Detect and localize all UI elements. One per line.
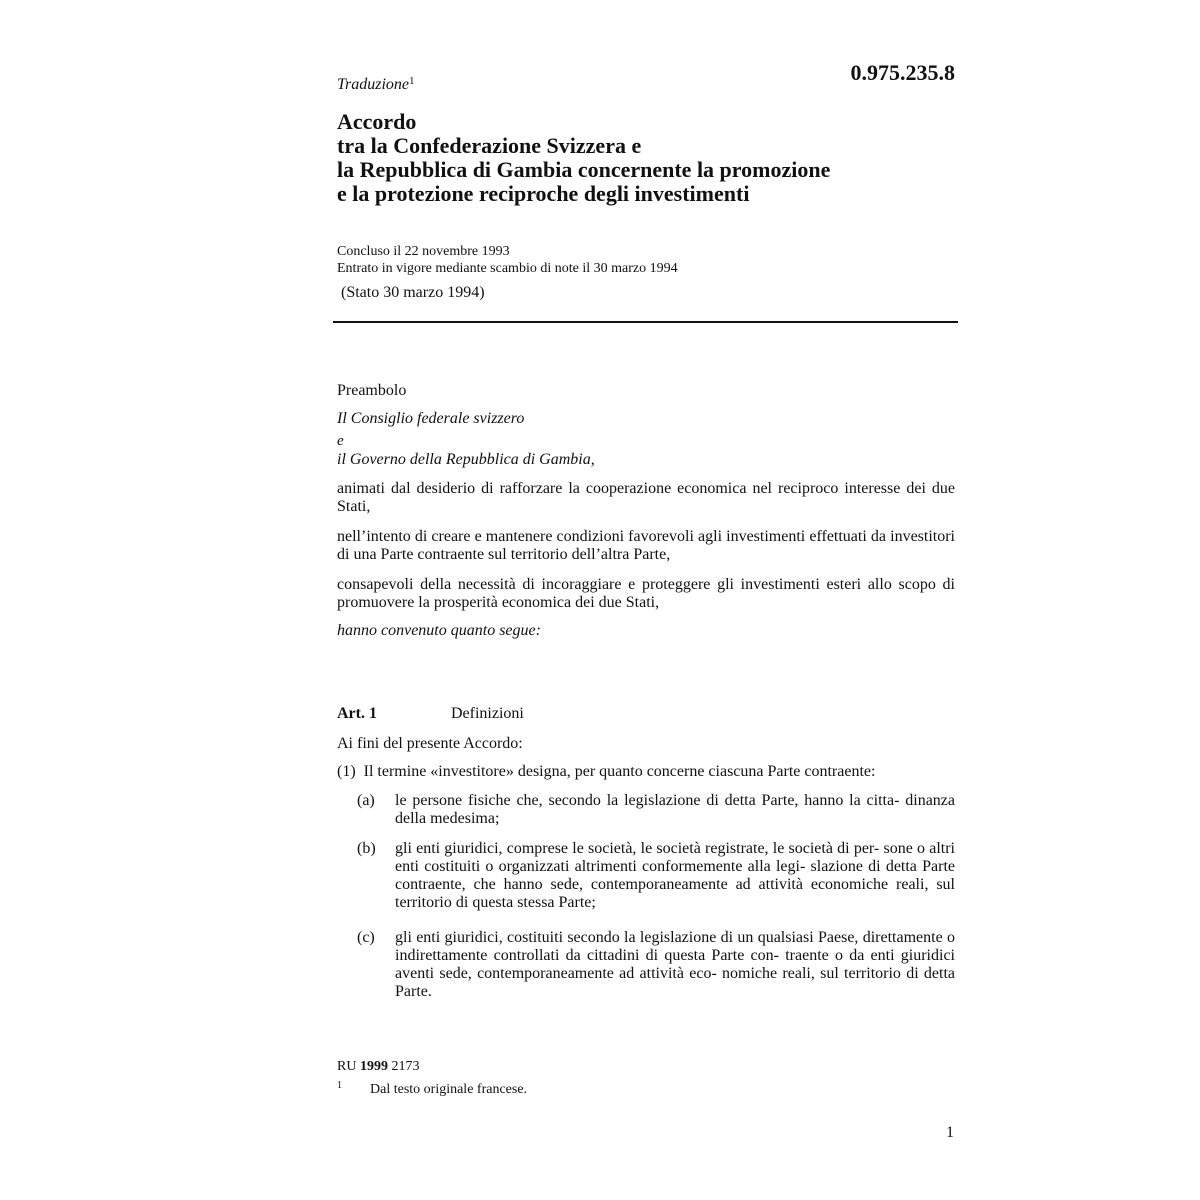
item-label: (c): [357, 929, 375, 946]
recital-3: consapevoli della necessità di incoraggiare e proteggere gli investimenti esteri allo scopo di promuovere la prosperità economica dei due Stati,: [337, 576, 955, 611]
definition-item-b: [357, 840, 955, 912]
recital-1: animati dal desiderio di rafforzare la cooperazione economica nel reciproco interesse dei due Stati,: [337, 480, 955, 515]
title-line-2: tra la Confederazione Svizzera e: [337, 133, 642, 158]
preamble-conjunction: e: [337, 433, 344, 449]
preamble-heading: Preambolo: [337, 382, 407, 399]
entry-into-force-date: Entrato in vigore mediante scambio di note il 30 marzo 1994: [337, 261, 678, 276]
ru-prefix: RU: [337, 1059, 357, 1074]
dates-block: [337, 243, 678, 277]
ru-reference: [337, 1059, 419, 1075]
title-line-4: e la protezione reciproche degli investimenti: [337, 181, 750, 206]
preamble-party-2: il Governo della Repubblica di Gambia,: [337, 451, 595, 468]
footnote-mark: 1: [337, 1080, 342, 1091]
ru-year: 1999: [359, 1059, 388, 1074]
article-1-paragraph-1: (1) Il termine «investitore» designa, per quanto concerne ciascuna Parte contraente:: [337, 763, 876, 780]
item-text: gli enti giuridici, comprese le società, le società registrate, le società di per- sone o altri enti costituiti o organizzati altrimenti conformemente alla legi- slazione di detta Parte contraente, che hanno sede, contemporaneamente ad attività economiche reali, sul territorio di questa stessa Parte;: [395, 840, 955, 911]
concluded-date: Concluso il 22 novembre 1993: [337, 244, 510, 259]
header-divider: [333, 321, 958, 323]
footnote-1: [337, 1080, 527, 1098]
article-1-heading: [337, 705, 524, 723]
article-1-intro: Ai fini del presente Accordo:: [337, 735, 523, 752]
item-label: (b): [357, 840, 376, 857]
translation-label: [337, 75, 415, 94]
item-text: le persone fisiche che, secondo la legislazione di detta Parte, hanno la citta- dinanza della medesima;: [395, 792, 955, 827]
article-title: Definizioni: [451, 705, 524, 722]
footnote-ref: 1: [409, 75, 415, 87]
title-line-3: la Repubblica di Gambia concernente la promozione: [337, 157, 831, 182]
preamble-closing: hanno convenuto quanto segue:: [337, 622, 541, 639]
item-text: gli enti giuridici, costituiti secondo la legislazione di un qualsiasi Paese, direttamente o indirettamente controllati da cittadini di questa Parte con- traente o da enti giuridici aventi sede, contemporaneamente ad attività eco- nomiche reali, sul territorio di detta Parte.: [395, 929, 955, 1000]
article-number: Art. 1: [337, 705, 377, 722]
item-label: (a): [357, 792, 375, 809]
definition-item-c: [357, 929, 955, 1001]
document-page: [337, 0, 958, 1200]
status-date: (Stato 30 marzo 1994): [341, 284, 485, 301]
page-number: 1: [946, 1124, 954, 1141]
sr-number: 0.975.235.8: [850, 60, 955, 85]
ru-page: 2173: [391, 1059, 420, 1074]
title-line-1: Accordo: [337, 109, 417, 134]
preamble-party-1: Il Consiglio federale svizzero: [337, 410, 525, 427]
recital-2: nell’intento di creare e mantenere condizioni favorevoli agli investimenti effettuati da investitori di una Parte contraente sul territorio dell’altra Parte,: [337, 528, 955, 563]
document-title: [337, 110, 830, 206]
footnote-text: Dal testo originale francese.: [370, 1082, 528, 1097]
definition-item-a: [357, 792, 955, 828]
translation-label-text: Traduzione: [337, 76, 410, 93]
